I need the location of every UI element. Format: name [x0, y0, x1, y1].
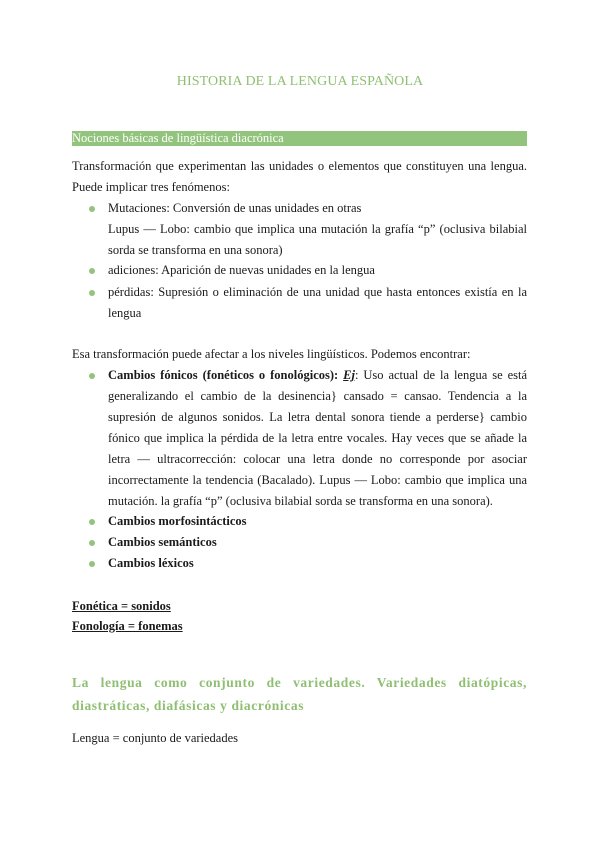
list-item-adiciones: adiciones: Aparición de nuevas unidades en la lengua	[108, 263, 375, 277]
definition-fonetica: Fonética = sonidos	[72, 599, 171, 613]
list-item-mutaciones-example: Lupus — Lobo: cambio que implica una mutación la grafía “p” (oclusiva bilabial sorda se transforma en una sonora)	[108, 222, 527, 257]
list-item-mutaciones: Mutaciones: Conversión de unas unidades en otras	[108, 201, 362, 215]
document-title: HISTORIA DE LA LENGUA ESPAÑOLA	[176, 74, 424, 89]
bullet-icon	[89, 206, 95, 212]
ejemplo-label: Ej	[343, 368, 355, 382]
cambios-fonicos-text: : Uso actual de la lengua se está generalizando el cambio de la desinencia} cansado = cansao. Tendencia a la supresión de algunos sonidos. La letra dental sonora tiende a perderse} cambio fónico que implica la pérdida de la letra entre vocales. Hay veces que se añade la letra — ultracorrección: colocar una letra donde no corresponde por asociar incorrectamente la tendencia (Bacalado). Lupus — Lobo: cambio que implica una mutación. la grafía “p” (oclusiva bilabial sorda se transforma en una sonora).	[108, 368, 528, 508]
list-item-cambios-lexicos: Cambios léxicos	[108, 556, 194, 570]
section-heading-nociones: Nociones básicas de lingüística diacrónica	[72, 131, 527, 146]
list-item-cambios-fonicos	[108, 365, 527, 512]
section-heading-variedades: La lengua como conjunto de variedades. Variedades diatópicas, diastráticas, diafásicas y diacrónicas	[72, 675, 527, 713]
bullet-icon	[89, 268, 95, 274]
bullet-icon	[89, 561, 95, 567]
definition-fonologia: Fonología = fonemas	[72, 619, 183, 633]
list-item-perdidas: pérdidas: Supresión o eliminación de una unidad que hasta entonces existía en la lengua	[108, 285, 527, 320]
paragraph-niveles: Esa transformación puede afectar a los niveles lingüísticos. Podemos encontrar:	[72, 347, 471, 361]
list-item-cambios-semanticos: Cambios semánticos	[108, 535, 217, 549]
cambios-fonicos-label: Cambios fónicos (fonéticos o fonológicos):	[108, 368, 339, 382]
list-item-cambios-morfosintacticos: Cambios morfosintácticos	[108, 514, 247, 528]
bullet-icon	[89, 519, 95, 525]
bullet-icon	[89, 373, 95, 379]
bullet-icon	[89, 290, 95, 296]
paragraph-lengua-variedades: Lengua = conjunto de variedades	[72, 731, 239, 745]
paragraph-intro: Transformación que experimentan las unidades o elementos que constituyen una lengua. Puede implicar tres fenómenos:	[72, 159, 527, 194]
bullet-icon	[89, 540, 95, 546]
